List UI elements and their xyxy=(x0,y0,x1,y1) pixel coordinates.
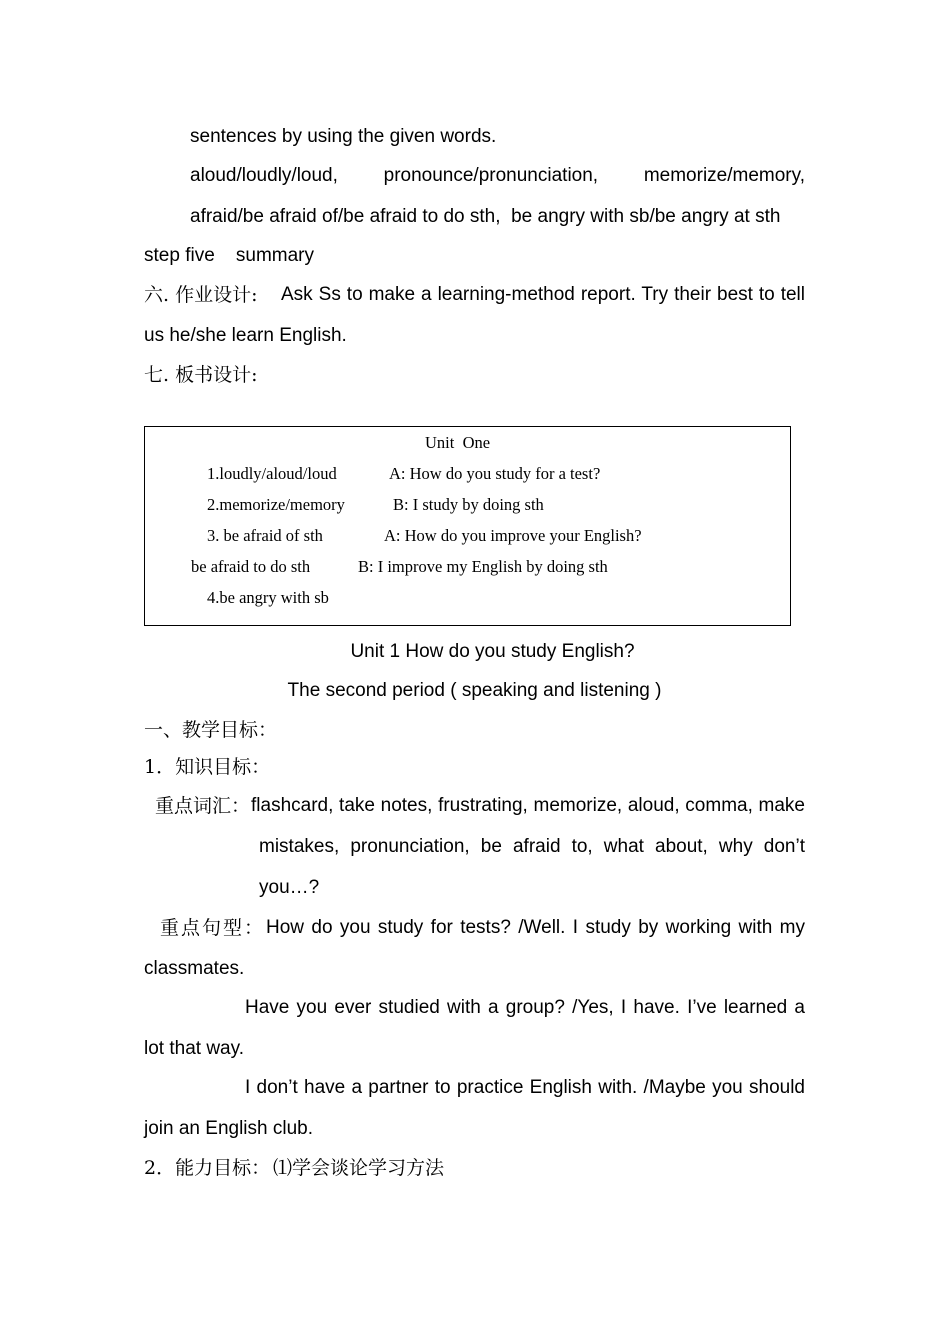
vocab-text: you…? xyxy=(259,877,320,898)
sentence-pattern-text: How do you study for tests? /Well. I study by working with my xyxy=(266,917,805,938)
vocab-label: 重点词汇： xyxy=(155,795,251,817)
sentence-pattern-text: I don’t have a partner to practice English with. /Maybe you should xyxy=(245,1077,805,1098)
sentence-pattern-text: lot that way. xyxy=(144,1038,244,1059)
sentence-pattern-text: Have you ever studied with a group? /Yes, I have. I’ve learned a xyxy=(245,997,805,1018)
blackboard-sentence-item: A: How do you improve your English? xyxy=(384,526,642,545)
word-pairs-line xyxy=(190,165,805,187)
sentence-pattern-line xyxy=(245,1077,805,1099)
blackboard-label: 七. 板书设计: xyxy=(144,364,258,386)
blackboard-sentence-item: B: I study by doing sth xyxy=(393,495,544,514)
sentence-pattern-line xyxy=(160,917,805,939)
word-pair-memorize: memorize/memory, xyxy=(643,165,805,186)
knowledge-objectives-heading: 1．知识目标： xyxy=(144,756,271,778)
word-pair-pronounce: pronounce/pronunciation, xyxy=(383,165,599,186)
sentence-pattern-label: 重点句型： xyxy=(160,917,266,939)
sentence-pattern-text: join an English club. xyxy=(144,1118,313,1139)
blackboard-box xyxy=(144,426,791,626)
vocab-line xyxy=(259,836,805,858)
blackboard-sentence-item: A: How do you study for a test? xyxy=(389,464,601,483)
period-title: The second period ( speaking and listening ) xyxy=(287,680,662,701)
sentence-pattern-line xyxy=(245,997,805,1019)
homework-text: Ask Ss to make a learning-method report. Try their best to tell xyxy=(281,284,805,305)
vocab-line xyxy=(155,795,805,817)
homework-line xyxy=(144,284,805,306)
unit-title: Unit 1 How do you study English? xyxy=(350,641,635,662)
objectives-heading: 一、教学目标： xyxy=(144,719,278,741)
sentence-line: sentences by using the given words. xyxy=(190,126,497,147)
ability-objectives-line xyxy=(144,1157,444,1179)
blackboard-vocab-item: be afraid to do sth xyxy=(191,557,311,576)
blackboard-vocab-item: 3. be afraid of sth xyxy=(207,526,323,545)
blackboard-vocab-item: 2.memorize/memory xyxy=(207,495,345,514)
vocab-text: flashcard, take notes, frustrating, memorize, aloud, comma, make xyxy=(251,795,805,816)
homework-text-continued: us he/she learn English. xyxy=(144,325,347,346)
ability-objectives-heading: 2．能力目标： xyxy=(144,1157,271,1179)
word-pair-aloud: aloud/loudly/loud, xyxy=(190,165,338,186)
vocab-text: mistakes, pronunciation, be afraid to, what about, why don’t xyxy=(259,836,805,857)
word-line: afraid/be afraid of/be afraid to do sth, be angry with sb/be angry at sth xyxy=(190,206,781,227)
blackboard-title: Unit One xyxy=(425,433,491,452)
blackboard-vocab-item: 1.loudly/aloud/loud xyxy=(207,464,337,483)
step-five-heading: step five summary xyxy=(144,245,314,266)
homework-label: 六. 作业设计: xyxy=(144,284,258,306)
sentence-pattern-text: classmates. xyxy=(144,958,245,979)
blackboard-sentence-item: B: I improve my English by doing sth xyxy=(358,557,608,576)
blackboard-vocab-item: 4.be angry with sb xyxy=(207,588,329,607)
ability-objective-item: ⑴学会谈论学习方法 xyxy=(273,1157,445,1179)
